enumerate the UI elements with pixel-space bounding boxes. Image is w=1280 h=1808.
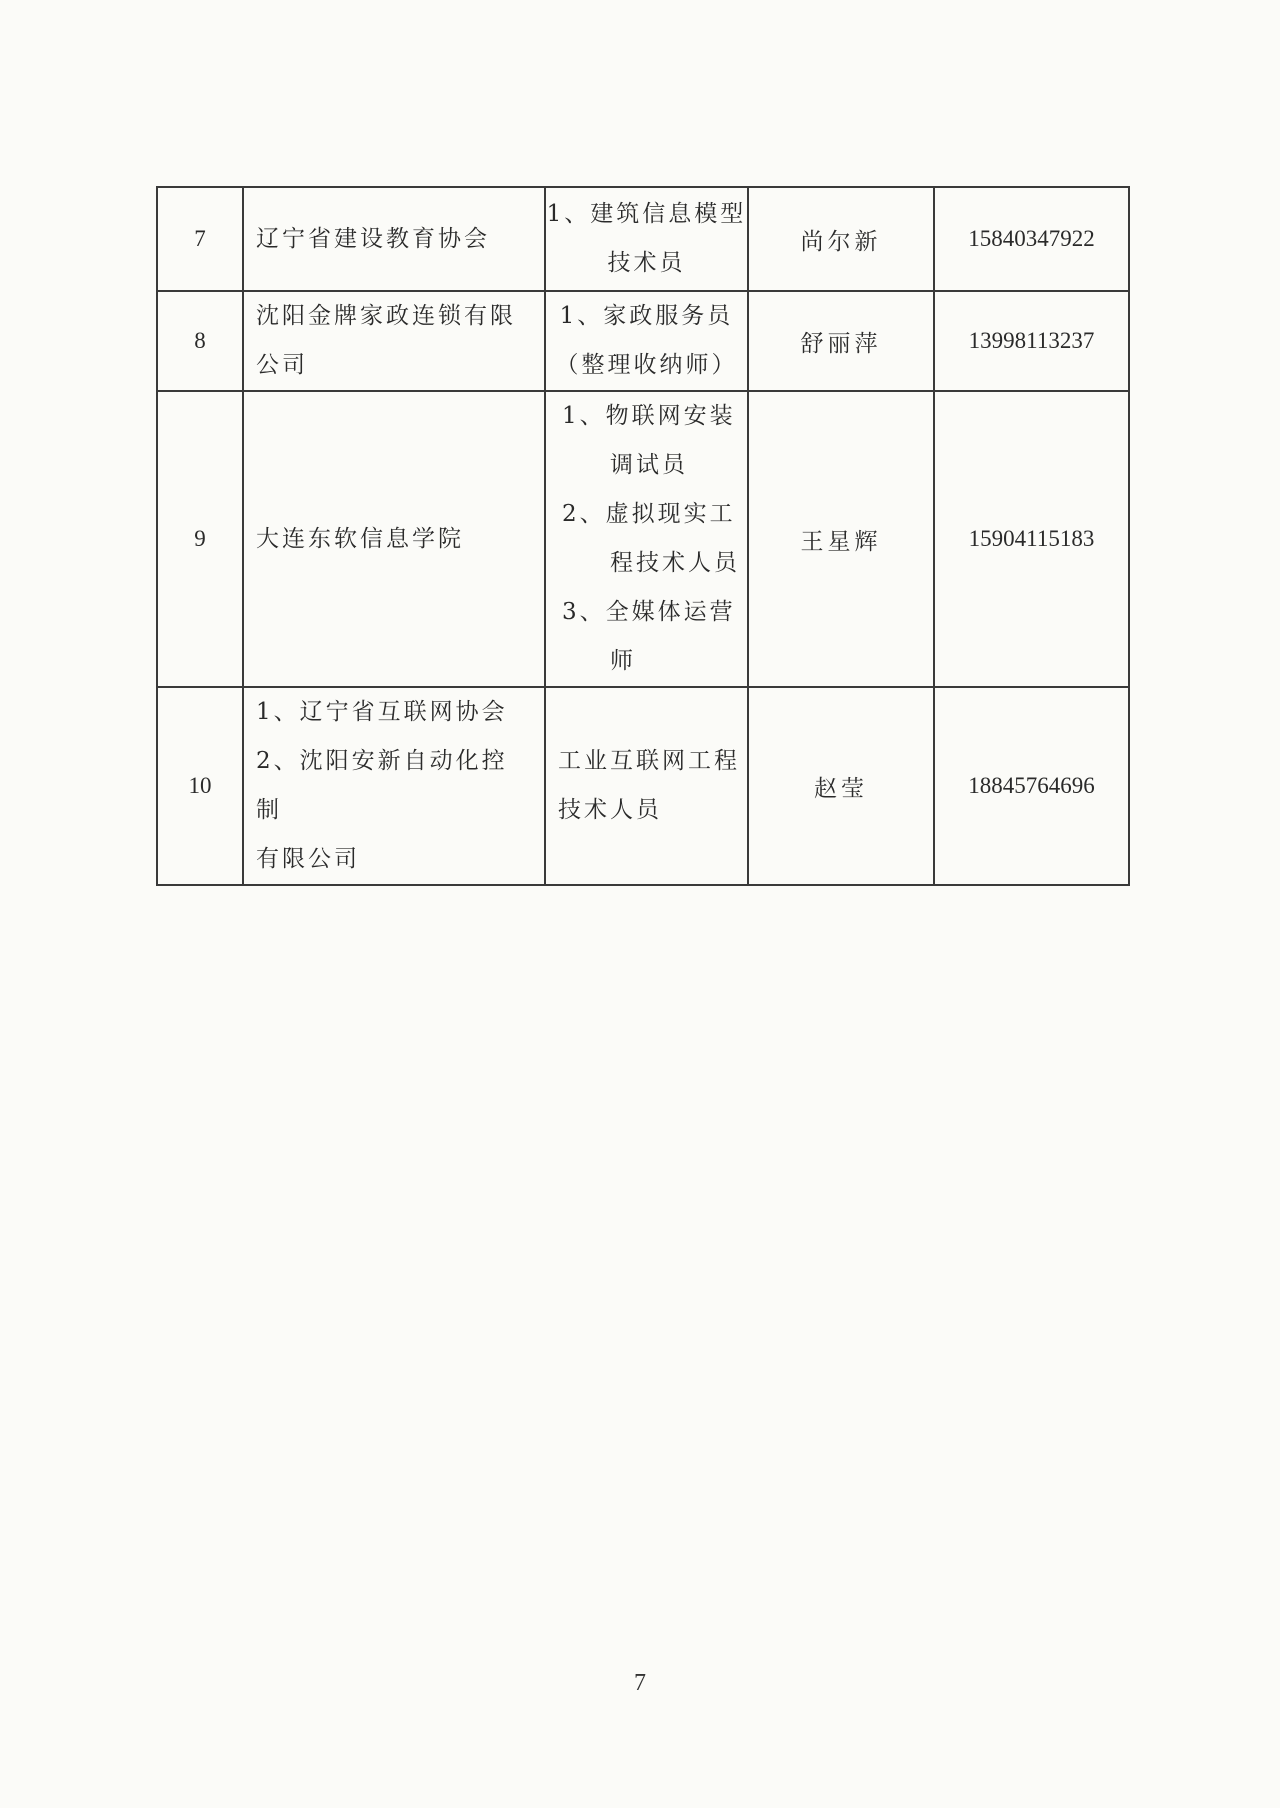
occupation-line: 工业互联网工程 — [558, 748, 740, 774]
organization-table — [156, 186, 1130, 886]
occupation-line: （整理收纳师） — [555, 352, 738, 378]
contact-name: 舒丽萍 — [748, 291, 934, 391]
contact-name: 赵莹 — [748, 687, 934, 885]
occupation-line: 1、物联网安装 — [562, 403, 736, 429]
row-number: 8 — [157, 291, 243, 391]
phone-number: 15904115183 — [934, 391, 1129, 687]
occupation-line: 3、全媒体运营 — [562, 599, 736, 625]
occupation-line: 2、虚拟现实工 — [562, 501, 736, 527]
organization-line: 辽宁省建设教育协会 — [256, 225, 490, 252]
occupation-line: 技术员 — [607, 250, 686, 276]
occupation-line: 调试员 — [610, 452, 688, 478]
table-row — [157, 187, 1129, 291]
phone-number: 18845764696 — [934, 687, 1129, 885]
organization-cell — [243, 187, 545, 291]
occupation-line: 1、家政服务员 — [559, 303, 734, 329]
contact-name: 王星辉 — [748, 391, 934, 687]
row-number: 9 — [157, 391, 243, 687]
organization-cell — [243, 291, 545, 391]
phone-number: 13998113237 — [934, 291, 1129, 391]
occupation-line: 技术人员 — [558, 797, 662, 823]
occupation-line: 师 — [610, 648, 636, 674]
occupation-cell — [545, 291, 748, 391]
table-row — [157, 291, 1129, 391]
row-number: 10 — [157, 687, 243, 885]
organization-line: 沈阳金牌家政连锁有限 — [256, 303, 516, 329]
table-row — [157, 687, 1129, 885]
organization-cell — [243, 391, 545, 687]
organization-line: 2、沈阳安新自动化控制 — [256, 748, 508, 823]
organization-line: 公司 — [256, 352, 308, 378]
organization-line: 有限公司 — [256, 846, 360, 872]
occupation-cell — [545, 687, 748, 885]
organization-line: 大连东软信息学院 — [256, 525, 464, 552]
occupation-line: 1、建筑信息模型 — [546, 201, 747, 227]
occupation-cell — [545, 187, 748, 291]
organization-cell — [243, 687, 545, 885]
occupation-line: 程技术人员 — [610, 550, 740, 576]
table-row — [157, 391, 1129, 687]
page-number: 7 — [634, 1670, 646, 1696]
occupation-cell — [545, 391, 748, 687]
organization-line: 1、辽宁省互联网协会 — [256, 699, 508, 725]
contact-name: 尚尔新 — [748, 187, 934, 291]
row-number: 7 — [157, 187, 243, 291]
phone-number: 15840347922 — [934, 187, 1129, 291]
